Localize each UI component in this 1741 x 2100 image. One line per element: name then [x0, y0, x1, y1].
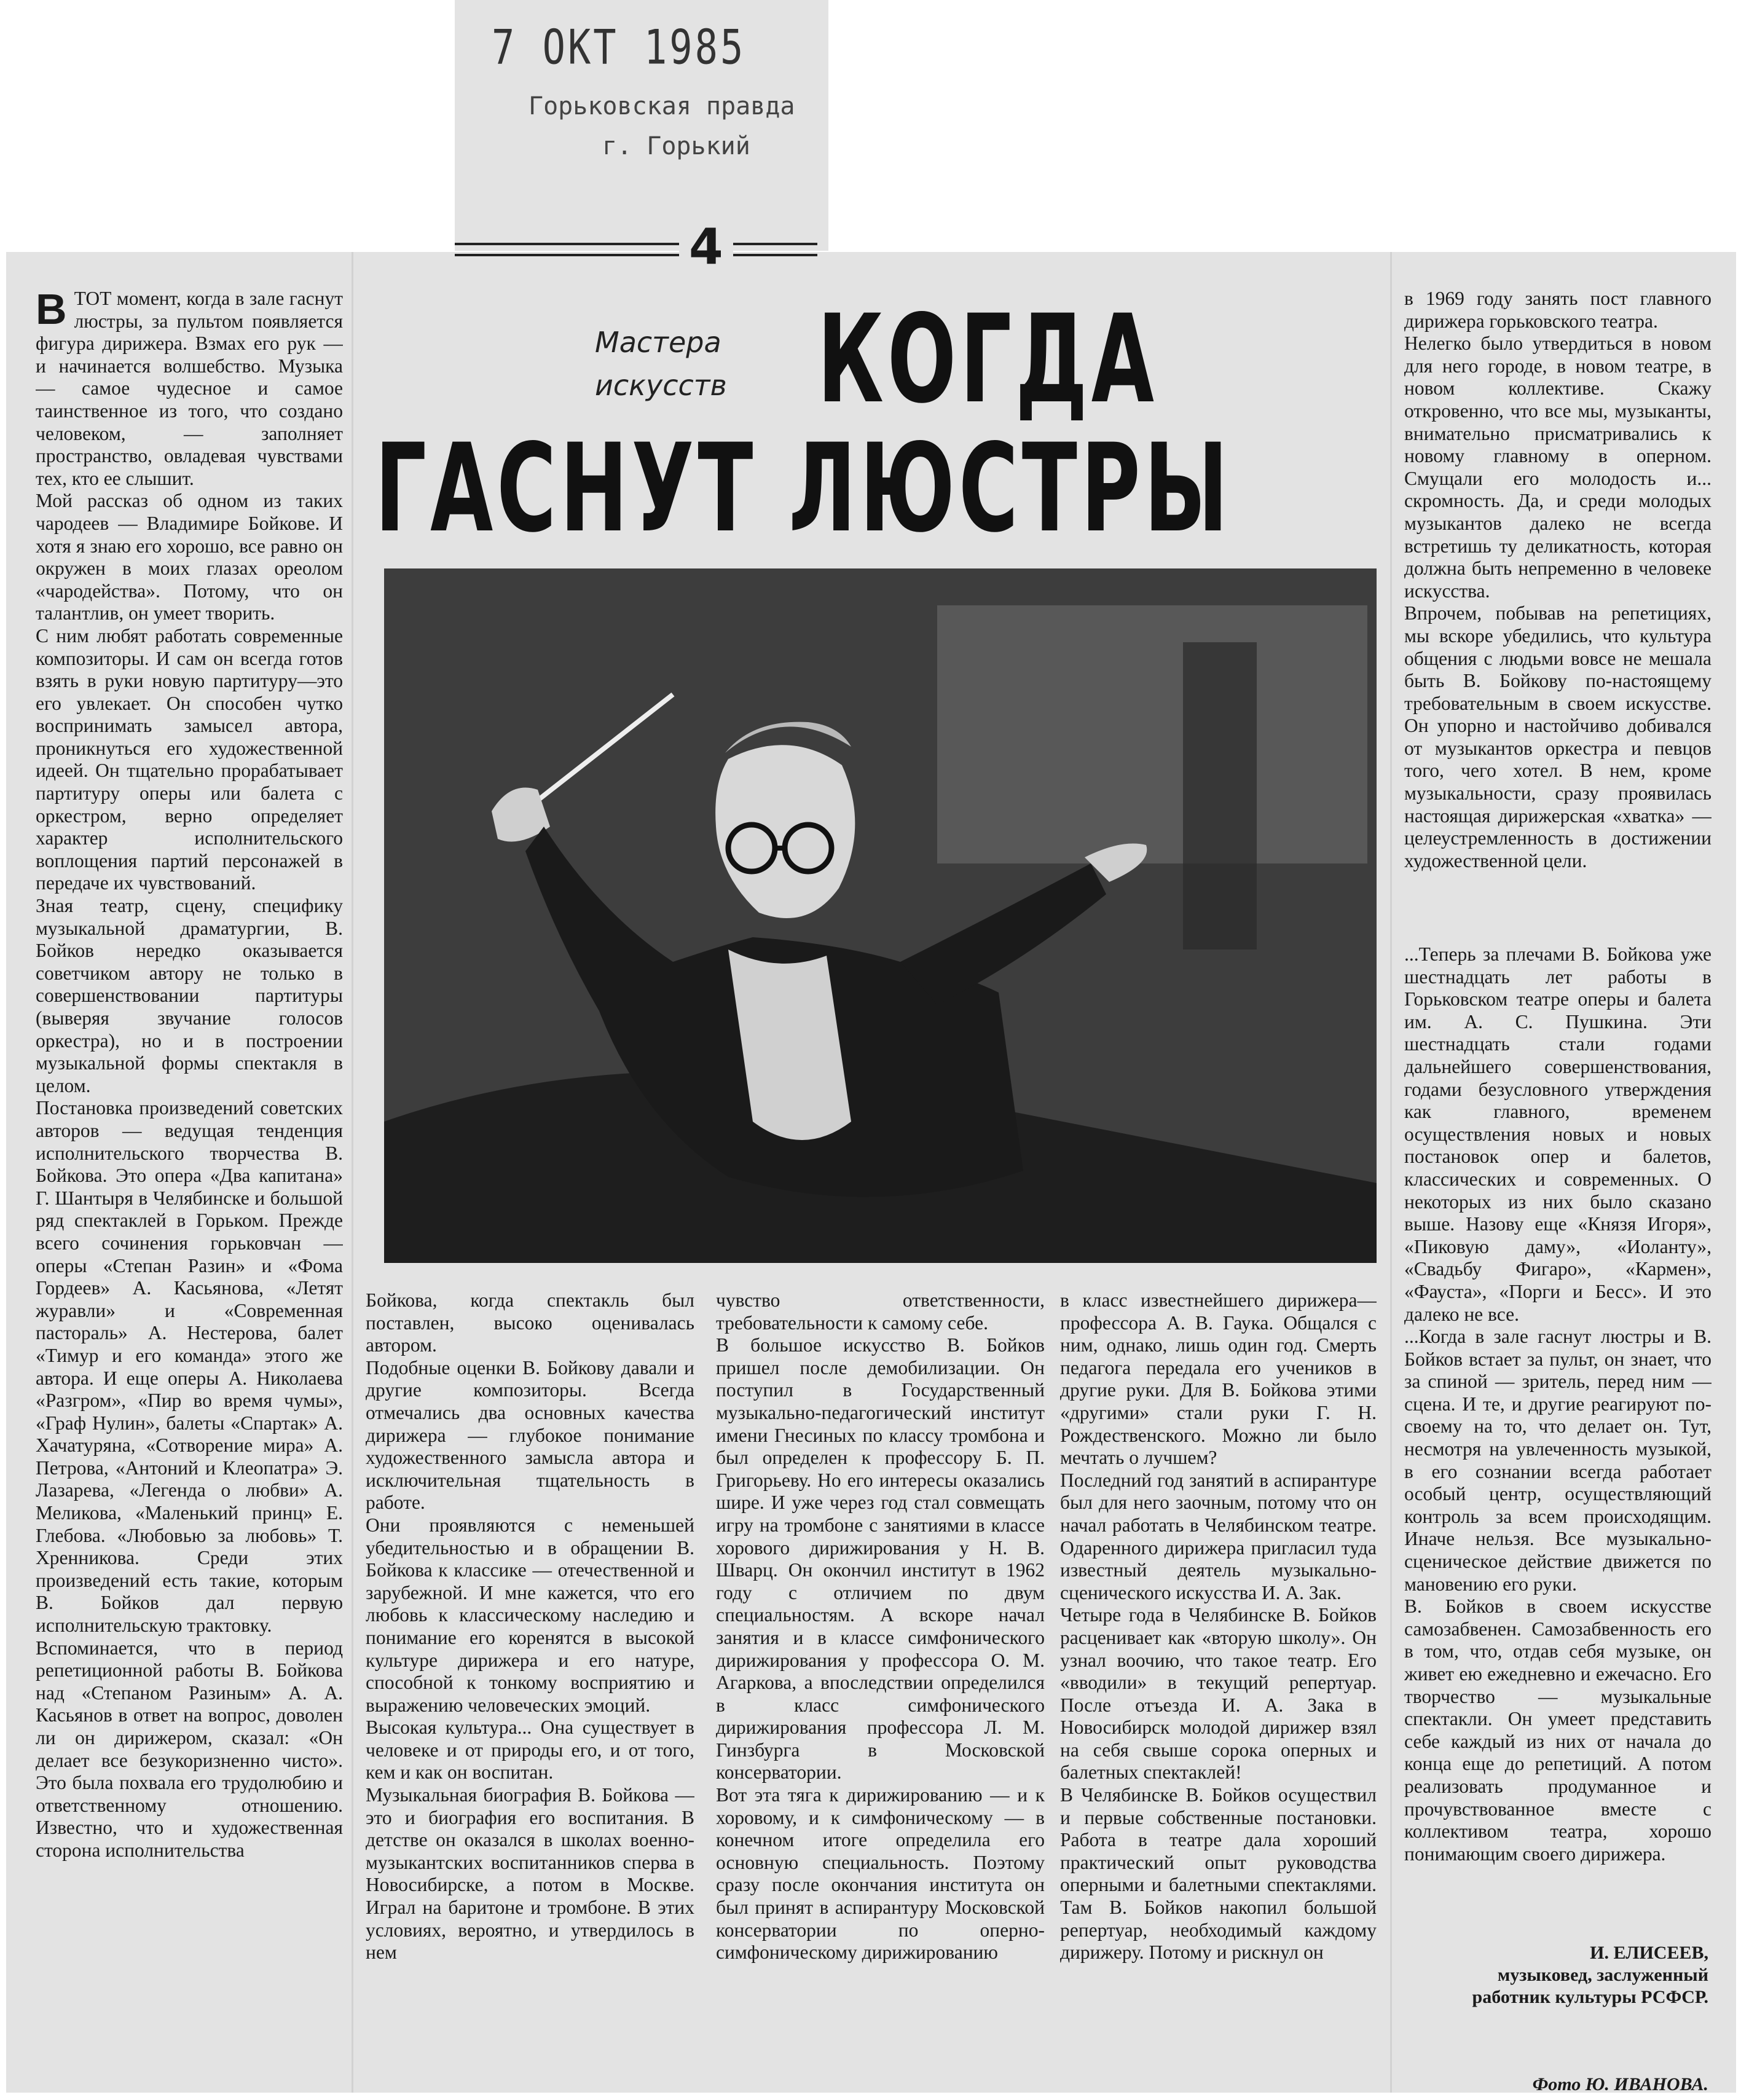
drop-cap: В: [36, 288, 67, 333]
photo-credit: Фото Ю. ИВАНОВА.: [1532, 2074, 1708, 2094]
column-divider: [352, 252, 353, 2093]
author-title: музыковед, заслуженный работник культуры РСФСР.: [1472, 1965, 1708, 2007]
page-number-rule: [455, 243, 817, 256]
stamp-city: г. Горький: [602, 132, 750, 160]
rubric-line-2: искусств: [595, 369, 727, 402]
author-signature: [1426, 1942, 1708, 2008]
column-1-text: ТОТ момент, когда в зале гаснут люстры, за пультом появляется фигура дирижера. Взмах его рук — и начинается волшебство. Музыка — самое чудесное и самое таинственное из того, что создано человеком, — заполняет пространство, овладевая чувствами тех, кто ее слышит. Мой рассказ об одном из таких чародеев — Владимире Бойкове. И хотя я знаю его хорошо, все равно он окружен в моих глазах ореолом «чародейства». Потому, что он талантлив, он умеет творить. С ним любят работать современные композиторы. И сам он всегда готов взять в руки новую партитуру—это его увлекает. Он способен чутко воспринимать замысел автора, проникнуться его художественной идеей. Он тщательно прорабатывает партитуру оперы или балета с оркестром, верно определяет характер исполнительского воплощения партий персонажей в передаче их чувствований. Зная театр, сцену, специфику музыкальной драматургии, В. Бойков нередко оказывается советчиком автору не только в совершенствовании партитуры (выверяя звучание голосов оркестра), но и в построении музыкальной формы спектакля в целом. Постановка произведений советских авторов — ведущая тенденция исполнительского творчества В. Бойкова. Это опера «Два капитана» Г. Шантыря в Челябинске и большой ряд спектаклей в Горьком. Прежде всего сочинения горьковчан — оперы «Степан Разин» и «Фома Гордеев» А. Касьянова, «Летят журавли» и «Современная пастораль» А. Нестерова, балет «Тимур и его команда» этого же автора. И еще оперы А. Николаева «Разгром», «Пир во время чумы», «Граф Нулин», балеты «Спартак» А. Хачатуряна, «Сотворение мира» А. Петрова, «Антоний и Клеопатра» Э. Лазарева, «Легенда о любви» А. Меликова, «Маленький принц» Е. Глебова. «Любовью за любовь» Т. Хренникова. Среди этих произведений есть такие, которым В. Бойков дал первую исполнительскую трактовку. Вспоминается, что в период репетиционной работы В. Бойкова над «Степаном Разиным» А. А. Касьянов в ответ на вопрос, доволен ли он дирижером, сказал: «Он делает все безукоризненно чисто». Это была похвала его трудолюбию и ответственному отношению. Известно, что и художественная сторона исполнительства: [36, 288, 343, 1861]
article-column-3: чувство ответственности, требовательности к самому себе. В большое искусство В. Бойков пришел после демобилизации. Он поступил в Государственный музыкально-педагогический институт имени Гнесиных по классу тромбона и был определен к профессору Б. П. Григорьеву. Но его интересы оказались шире. И уже через год стал совмещать игру на тромбоне с занятиями в классе хорового дирижирования у Н. В. Шварц. Он окончил институт в 1962 году с отличием по двум специальностям. А вскоре начал занятия и в классе симфонического дирижирования у профессора О. М. Агаркова, а впоследствии определился в класс симфонического дирижирования профессора Л. М. Гинзбурга в Московской консерватории. Вот эта тяга к дирижированию — и к хоровому, и к симфоническому — в конечном итоге определила его основную специальность. Поэтому сразу после окончания института он был принят в аспирантуру Московской консерватории по оперно-симфоническому дирижированию: [716, 1289, 1045, 1964]
page-number: 4: [679, 218, 733, 275]
stamp-newspaper: Горьковская правда: [529, 92, 795, 120]
conductor-illustration: [384, 568, 1377, 1263]
article-column-5-top: в 1969 году занять пост главного дирижера горьковского театра. Нелегко было утвердиться в новом для него городе, в новом театре, в новом коллективе. Скажу откровенно, что все мы, музыканты, внимательно присматривались к новому главному в оперном. Смущали его молодость и... скромность. Да, и среди молодых музыкантов далеко не всегда встретишь ту деликатность, которая должна быть непременно в человеке искусства. Впрочем, побывав на репетициях, мы вскоре убедились, что культура общения с людьми вовсе не мешала быть В. Бойкову по-настоящему требовательным в своем искусстве. Он упорно и настойчиво добивался от музыкантов оркестра и певцов того, чего хотел. В нем, кроме музыкальности, сразу проявилась настоящая дирижерская «хватка» — целеустремленность в достижении художественной цели.: [1404, 288, 1712, 871]
article-column-4: в класс известнейшего дирижера—профессора А. В. Гаука. Общался с ним, однако, лишь один год. Смерть педагога передала его учеников в другие руки. Для В. Бойкова этими «другими» стали руки Г. Н. Рождественского. Можно ли было мечтать о лучшем? Последний год занятий в аспирантуре был для него заочным, потому что он начал работать в Челябинском театре. Одаренного дирижера пригласил туда известный деятель музыкально-сценического искусства И. А. Зак. Четыре года в Челябинске В. Бойков расценивает как «вторую школу». Он узнал воочию, что такое театр. Его «вводили» в текущий репертуар. После отъезда И. А. Зака в Новосибирск молодой дирижер взял на себя свыше сорока оперных и балетных спектаклей! В Челябинске В. Бойков осуществил и первые собственные постановки. Работа в театре дала хороший практический опыт руководства оперными и балетными спектаклями. Там В. Бойков накопил большой репертуар, необходимый каждому дирижеру. Потому и рискнул он: [1060, 1289, 1377, 1964]
rubric-line-1: Мастера: [595, 326, 721, 359]
article-column-2: Бойкова, когда спектакль был поставлен, высоко оценивалась автором. Подобные оценки В. Бойкову давали и другие композиторы. Всегда отмечались два основных качества дирижера — глубокое понимание художественного замысла автора и исключительная тщательность в работе. Они проявляются с неменьшей убедительностью и в обращении В. Бойкова к классике — отечественной и зарубежной. И мне кажется, что его любовь к классическому наследию и понимание его коренятся в высокой культуре дирижера и его натуре, способной к тонкому восприятию и выражению человеческих эмоций. Высокая культура... Она существует в человеке и от природы его, и от того, кем и как он воспитан. Музыкальная биография В. Бойкова — это и биография его воспитания. В детстве он оказался в школах военно-музыкантских воспитанников сперва в Новосибирске, а потом в Москве. Играл на баритоне и тромбоне. В этих условиях, вероятно, и утвердилось в нем: [366, 1289, 694, 1964]
archive-stamp: [455, 0, 828, 251]
conductor-photo: [384, 568, 1377, 1263]
author-name: И. ЕЛИСЕЕВ,: [1590, 1943, 1708, 1963]
column-divider: [1390, 252, 1392, 2093]
headline-line-2: ГАСНУТ ЛЮСТРЫ: [375, 418, 1232, 560]
stamp-date: 7 ОКТ 1985: [492, 18, 746, 76]
article-column-1: [36, 288, 343, 2082]
article-column-5-bottom: ...Теперь за плечами В. Бойкова уже шестнадцать лет работы в Горьковском театре оперы и балета им. А. С. Пушкина. Эти шестнадцать стали годами дальнейшего совершенствования, годами безусловного утверждения как главного, временем осуществления новых и новых постановок опер и балетов, классических и современных. О некоторых из них было сказано выше. Назову еще «Князя Игоря», «Пиковую даму», «Иоланту», «Свадьбу Фигаро», «Кармен», «Фауста», «Порги и Бесс». И это далеко не все. ...Когда в зале гаснут люстры и В. Бойков встает за пульт, он знает, что за спиной — зритель, перед ним — сцена. И те, и другие реагируют по-своему на то, что делает он. Тут, несмотря на увлеченность музыкой, в его сознании всегда работает особый центр, осуществляющий контроль за всем происходящим. Иначе нельзя. Все музыкально-сценическое действие движется по мановению его руки. В. Бойков в своем искусстве самозабвенен. Самозабвенность его в том, что, отдав себя музыке, он живет ею ежедневно и ежечасно. Его творчество — музыкальные спектакли. Он умеет представить себе каждый из них от начала до конца еще до репетиций. А потом реализовать продуманное и прочувствованное вместе с коллективом театра, хорошо понимающим своего дирижера.: [1404, 943, 1712, 1865]
headline-line-1: КОГДА: [817, 289, 1158, 431]
